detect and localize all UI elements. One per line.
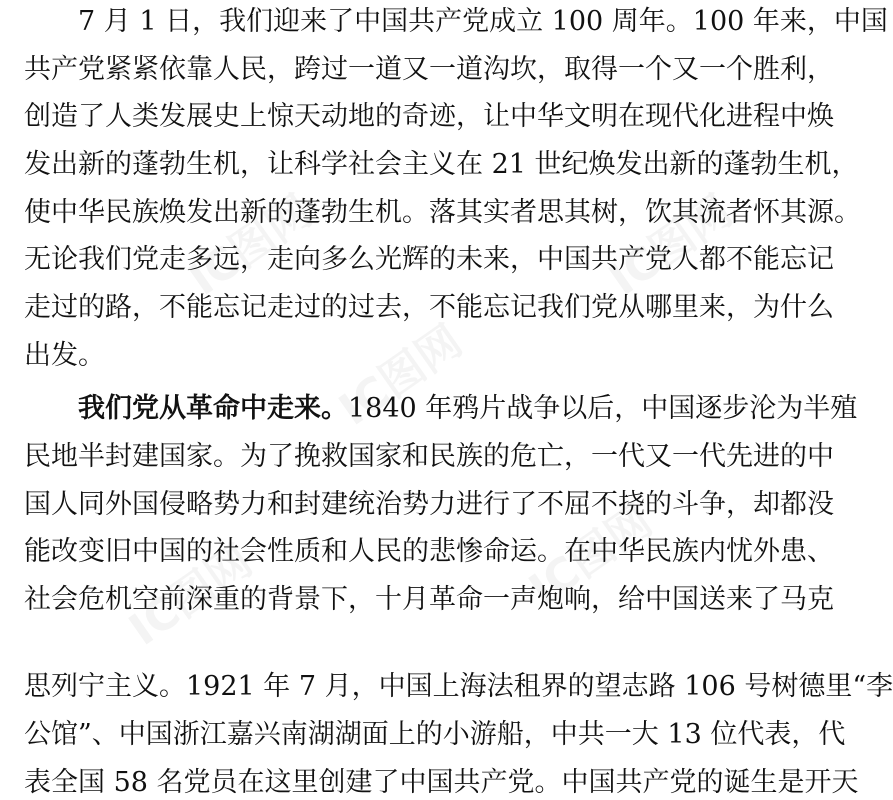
text-line: 出发。 — [24, 340, 105, 371]
text-line — [78, 392, 858, 426]
text-span: 1840 年鸦片战争以后，中国逐步沦为半殖 — [348, 393, 858, 424]
watermark: IC图网 — [330, 315, 472, 436]
watermark: IC图网 — [180, 185, 322, 306]
text-line: 无论我们党走多远，走向多么光辉的未来，中国共产党人都不能忘记 — [24, 244, 834, 275]
text-line: 共产党紧紧依靠人民，跨过一道又一道沟坎，取得一个又一个胜利， — [24, 54, 834, 85]
text-line: 能改变旧中国的社会性质和人民的悲惨命运。在中华民族内忧外患、 — [24, 536, 834, 567]
text-line: 思列宁主义。1921 年 7 月，中国上海法租界的望志路 106 号树德里“李 — [24, 671, 893, 702]
text-line: 国人同外国侵略势力和封建统治势力进行了不屈不挠的斗争，却都没 — [24, 489, 834, 520]
watermark: IC图网 — [600, 185, 742, 306]
section-heading: 我们党从革命中走来。 — [78, 393, 348, 424]
watermark: IC图网 — [120, 535, 262, 656]
text-line: 7 月 1 日，我们迎来了中国共产党成立 100 周年。100 年来，中国 — [78, 6, 888, 37]
text-line: 走过的路，不能忘记走过的过去，不能忘记我们党从哪里来，为什么 — [24, 292, 834, 323]
text-line: 民地半封建国家。为了挽救国家和民族的危亡，一代又一代先进的中 — [24, 441, 834, 472]
text-line: 公馆”、中国浙江嘉兴南湖湖面上的小游船，中共一大 13 位代表，代 — [24, 719, 846, 750]
text-line: 发出新的蓬勃生机，让科学社会主义在 21 世纪焕发出新的蓬勃生机， — [24, 149, 859, 180]
text-line: 社会危机空前深重的背景下，十月革命一声炮响，给中国送来了马克 — [24, 584, 834, 615]
text-line: 创造了人类发展史上惊天动地的奇迹，让中华文明在现代化进程中焕 — [24, 101, 834, 132]
watermark: IC图网 — [520, 495, 662, 616]
text-line: 使中华民族焕发出新的蓬勃生机。落其实者思其树，饮其流者怀其源。 — [24, 197, 861, 228]
text-line: 表全国 58 名党员在这里创建了中国共产党。中国共产党的诞生是开天 — [24, 767, 859, 798]
